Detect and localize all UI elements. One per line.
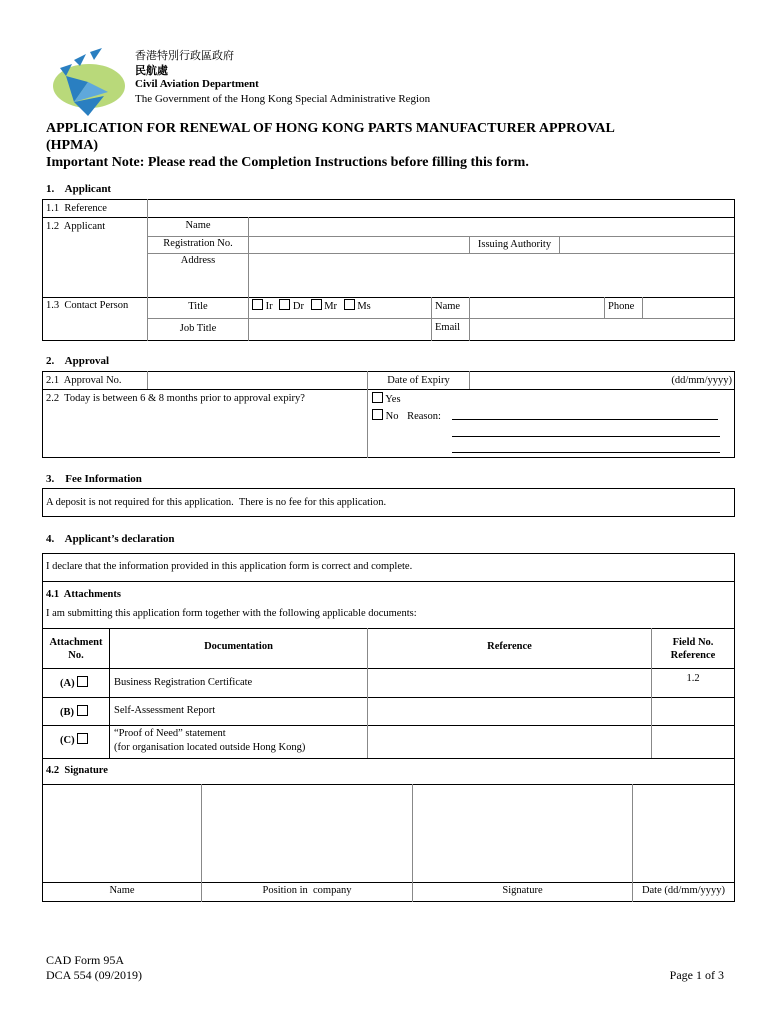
form-title-line2: (HPMA) (46, 138, 99, 153)
cad-logo (44, 46, 134, 118)
col-attachment-line1: Attachment (49, 637, 103, 648)
attachment-c-checkbox[interactable] (77, 733, 88, 744)
yes-label: Yes (385, 394, 401, 405)
col-field-line2: Reference (670, 650, 716, 661)
signature-name-label: Name (109, 885, 135, 896)
attachment-a-field-no: 1.2 (686, 673, 700, 684)
department-name: Civil Aviation Department (135, 78, 259, 90)
contact-name-field[interactable] (470, 298, 604, 318)
signature-sign-label: Signature (502, 885, 543, 896)
title-ir-label: Ir (265, 301, 273, 312)
no-option (372, 409, 441, 422)
attachment-c-doc-line2: (for organisation located outside Hong Kong) (114, 742, 306, 753)
section1-heading: 1. Applicant (46, 183, 112, 195)
no-checkbox[interactable] (372, 409, 383, 420)
attachment-a-doc: Business Registration Certificate (114, 677, 253, 688)
col-field-line1: Field No. (672, 637, 714, 648)
email-label: Email (435, 322, 461, 333)
reference-field[interactable] (148, 200, 734, 217)
job-title-field[interactable] (249, 319, 431, 340)
attachment-a-reference-field[interactable] (368, 669, 651, 697)
signature-date-field[interactable] (633, 785, 734, 882)
attachment-b-checkbox[interactable] (77, 705, 88, 716)
title-dr-checkbox[interactable] (279, 299, 290, 310)
chinese-department-name: 民航處 (135, 65, 168, 77)
section4-heading: 4. Applicant’s declaration (46, 533, 175, 545)
signature-date-label: Date (dd/mm/yyyy) (641, 885, 726, 896)
attachment-c-label: (C) (60, 735, 75, 746)
date-format-hint: (dd/mm/yyyy) (671, 375, 732, 386)
section3-heading: 3. Fee Information (46, 473, 142, 485)
attachment-c-no (60, 733, 88, 746)
section2-heading: 2. Approval (46, 355, 110, 367)
col-attachment-line2: No. (68, 650, 84, 661)
date-of-expiry-label: Date of Expiry (387, 375, 450, 386)
attachment-a-no (60, 676, 88, 689)
address-field[interactable] (249, 254, 734, 297)
phone-field[interactable] (643, 298, 734, 318)
title-ms-label: Ms (357, 301, 371, 312)
reason-line-2[interactable] (452, 436, 720, 437)
important-note: Important Note: Please read the Completion Instructions before filling this form. (46, 155, 529, 170)
applicant-label: 1.2 Applicant (46, 221, 106, 232)
job-title-label: Job Title (179, 323, 217, 334)
attachment-c-reference-field[interactable] (368, 726, 651, 758)
title-dr-label: Dr (292, 301, 304, 312)
declaration-text: I declare that the information provided in this application form is correct and complete. (46, 561, 413, 572)
attachment-b-no (60, 705, 88, 718)
attachment-b-doc: Self-Assessment Report (114, 705, 216, 716)
signature-sign-field[interactable] (413, 785, 632, 882)
signature-heading: 4.2 Signature (46, 765, 108, 776)
contact-person-label: 1.3 Contact Person (46, 300, 129, 311)
no-label: No (385, 411, 399, 422)
signature-name-field[interactable] (43, 785, 201, 882)
col-field-reference (652, 636, 734, 662)
attachment-c-doc-line1: “Proof of Need” statement (114, 728, 226, 739)
registration-no-label: Registration No. (163, 238, 233, 249)
name-label: Name (185, 220, 211, 231)
attachment-b-reference-field[interactable] (368, 698, 651, 725)
footer-page: Page 1 of 3 (669, 968, 724, 982)
reason-label: Reason: (407, 411, 441, 422)
yes-checkbox[interactable] (372, 392, 383, 403)
registration-no-field[interactable] (249, 237, 469, 253)
attachment-c-doc (114, 727, 305, 755)
attachments-text: I am submitting this application form together with the following applicable documents: (46, 608, 417, 619)
email-field[interactable] (470, 319, 734, 340)
phone-label: Phone (608, 301, 635, 312)
reference-label: 1.1 Reference (46, 203, 107, 214)
form-title-line1: APPLICATION FOR RENEWAL OF HONG KONG PARTS MANUFACTURER APPROVAL (46, 121, 615, 136)
signature-position-label: Position in company (262, 885, 352, 896)
attachments-heading: 4.1 Attachments (46, 589, 121, 600)
col-attachment-no (43, 636, 109, 662)
col-reference: Reference (487, 641, 532, 652)
footer-form-no: CAD Form 95A (46, 953, 125, 967)
attachment-a-label: (A) (60, 678, 75, 689)
approval-no-label: 2.1 Approval No. (46, 375, 122, 386)
title-ir-checkbox[interactable] (252, 299, 263, 310)
chinese-government-name: 香港特別行政區政府 (135, 50, 234, 62)
title-ms-checkbox[interactable] (344, 299, 355, 310)
reason-line-1[interactable] (452, 419, 718, 420)
contact-name-label: Name (435, 301, 461, 312)
signature-position-field[interactable] (202, 785, 412, 882)
title-label: Title (188, 301, 208, 312)
attachment-b-label: (B) (60, 707, 74, 718)
yes-option (372, 392, 401, 405)
title-options (252, 299, 371, 312)
issuing-authority-label: Issuing Authority (477, 239, 552, 250)
title-mr-label: Mr (324, 301, 338, 312)
attachment-a-checkbox[interactable] (77, 676, 88, 687)
footer-dca: DCA 554 (09/2019) (46, 968, 142, 982)
title-mr-checkbox[interactable] (311, 299, 322, 310)
approval-no-field[interactable] (148, 372, 367, 389)
issuing-authority-field[interactable] (560, 237, 734, 253)
address-label: Address (180, 255, 216, 266)
col-documentation: Documentation (204, 641, 273, 652)
reason-line-3[interactable] (452, 452, 720, 453)
expiry-question: 2.2 Today is between 6 & 8 months prior to approval expiry? (46, 393, 305, 404)
fee-info-text: A deposit is not required for this application. There is no fee for this application. (46, 497, 387, 508)
government-name: The Government of the Hong Kong Special Administrative Region (135, 93, 431, 105)
applicant-name-field[interactable] (249, 218, 734, 236)
